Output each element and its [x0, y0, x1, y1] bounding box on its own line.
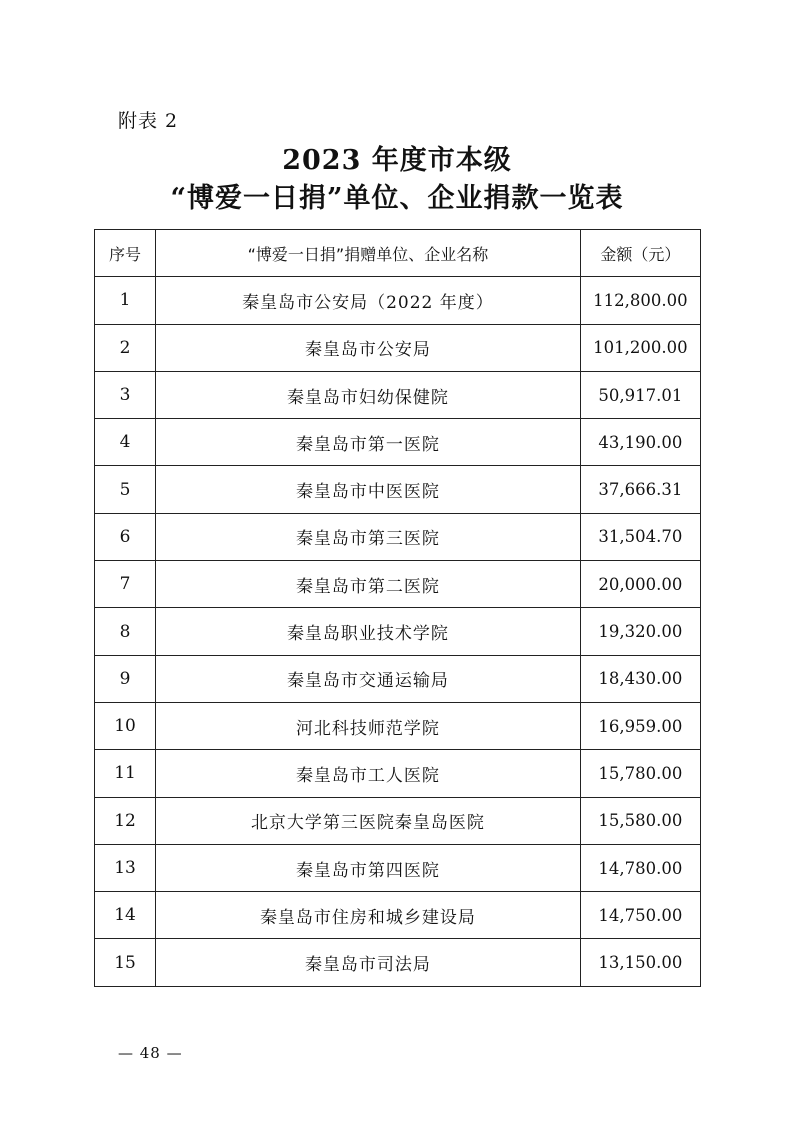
table-row: [95, 419, 701, 466]
donor-name-cell: 秦皇岛市司法局: [156, 939, 581, 986]
header-serial-number: 序号: [95, 230, 156, 277]
table-row: [95, 513, 701, 560]
header-amount: 金额（元）: [580, 230, 700, 277]
serial-number-cell: 5: [95, 466, 156, 513]
amount-cell: 14,750.00: [580, 892, 700, 939]
donor-name-cell: 秦皇岛市中医医院: [156, 466, 581, 513]
amount-cell: 50,917.01: [580, 371, 700, 418]
amount-cell: 18,430.00: [580, 655, 700, 702]
table-row: [95, 371, 701, 418]
table-row: [95, 939, 701, 986]
amount-cell: 43,190.00: [580, 419, 700, 466]
table-row: [95, 277, 701, 324]
donor-name-cell: 北京大学第三医院秦皇岛医院: [156, 797, 581, 844]
table-header-row: [95, 230, 701, 277]
serial-number-cell: 8: [95, 608, 156, 655]
serial-number-cell: 15: [95, 939, 156, 986]
serial-number-cell: 2: [95, 324, 156, 371]
serial-number-cell: 7: [95, 561, 156, 608]
serial-number-cell: 10: [95, 702, 156, 749]
table-row: [95, 750, 701, 797]
donation-table: [94, 229, 701, 987]
amount-cell: 13,150.00: [580, 939, 700, 986]
serial-number-cell: 9: [95, 655, 156, 702]
amount-cell: 101,200.00: [580, 324, 700, 371]
table-row: [95, 466, 701, 513]
donor-name-cell: 秦皇岛市工人医院: [156, 750, 581, 797]
donor-name-cell: 秦皇岛市住房和城乡建设局: [156, 892, 581, 939]
donor-name-cell: 秦皇岛市第二医院: [156, 561, 581, 608]
document-title-line1: 2023 年度市本级: [282, 145, 512, 176]
serial-number-cell: 12: [95, 797, 156, 844]
amount-cell: 20,000.00: [580, 561, 700, 608]
amount-cell: 15,780.00: [580, 750, 700, 797]
serial-number-cell: 13: [95, 844, 156, 891]
header-donor-name: “博爱一日捐”捐赠单位、企业名称: [156, 230, 581, 277]
amount-cell: 14,780.00: [580, 844, 700, 891]
table-row: [95, 797, 701, 844]
serial-number-cell: 6: [95, 513, 156, 560]
donor-name-cell: 秦皇岛市第三医院: [156, 513, 581, 560]
document-title-line2: “博爱一日捐”单位、企业捐款一览表: [170, 183, 624, 214]
amount-cell: 15,580.00: [580, 797, 700, 844]
donor-name-cell: 秦皇岛市妇幼保健院: [156, 371, 581, 418]
serial-number-cell: 14: [95, 892, 156, 939]
donor-name-cell: 秦皇岛职业技术学院: [156, 608, 581, 655]
amount-cell: 16,959.00: [580, 702, 700, 749]
serial-number-cell: 3: [95, 371, 156, 418]
table-row: [95, 655, 701, 702]
donor-name-cell: 秦皇岛市公安局（2022 年度）: [156, 277, 581, 324]
serial-number-cell: 4: [95, 419, 156, 466]
amount-cell: 112,800.00: [580, 277, 700, 324]
amount-cell: 37,666.31: [580, 466, 700, 513]
table-row: [95, 608, 701, 655]
table-row: [95, 844, 701, 891]
donor-name-cell: 秦皇岛市第一医院: [156, 419, 581, 466]
table-row: [95, 324, 701, 371]
appendix-label: 附表 2: [118, 110, 179, 132]
serial-number-cell: 1: [95, 277, 156, 324]
page-number: — 48 —: [118, 1044, 183, 1062]
donor-name-cell: 河北科技师范学院: [156, 702, 581, 749]
amount-cell: 19,320.00: [580, 608, 700, 655]
table-row: [95, 892, 701, 939]
amount-cell: 31,504.70: [580, 513, 700, 560]
donor-name-cell: 秦皇岛市交通运输局: [156, 655, 581, 702]
table-row: [95, 702, 701, 749]
donor-name-cell: 秦皇岛市第四医院: [156, 844, 581, 891]
table-row: [95, 561, 701, 608]
serial-number-cell: 11: [95, 750, 156, 797]
donor-name-cell: 秦皇岛市公安局: [156, 324, 581, 371]
